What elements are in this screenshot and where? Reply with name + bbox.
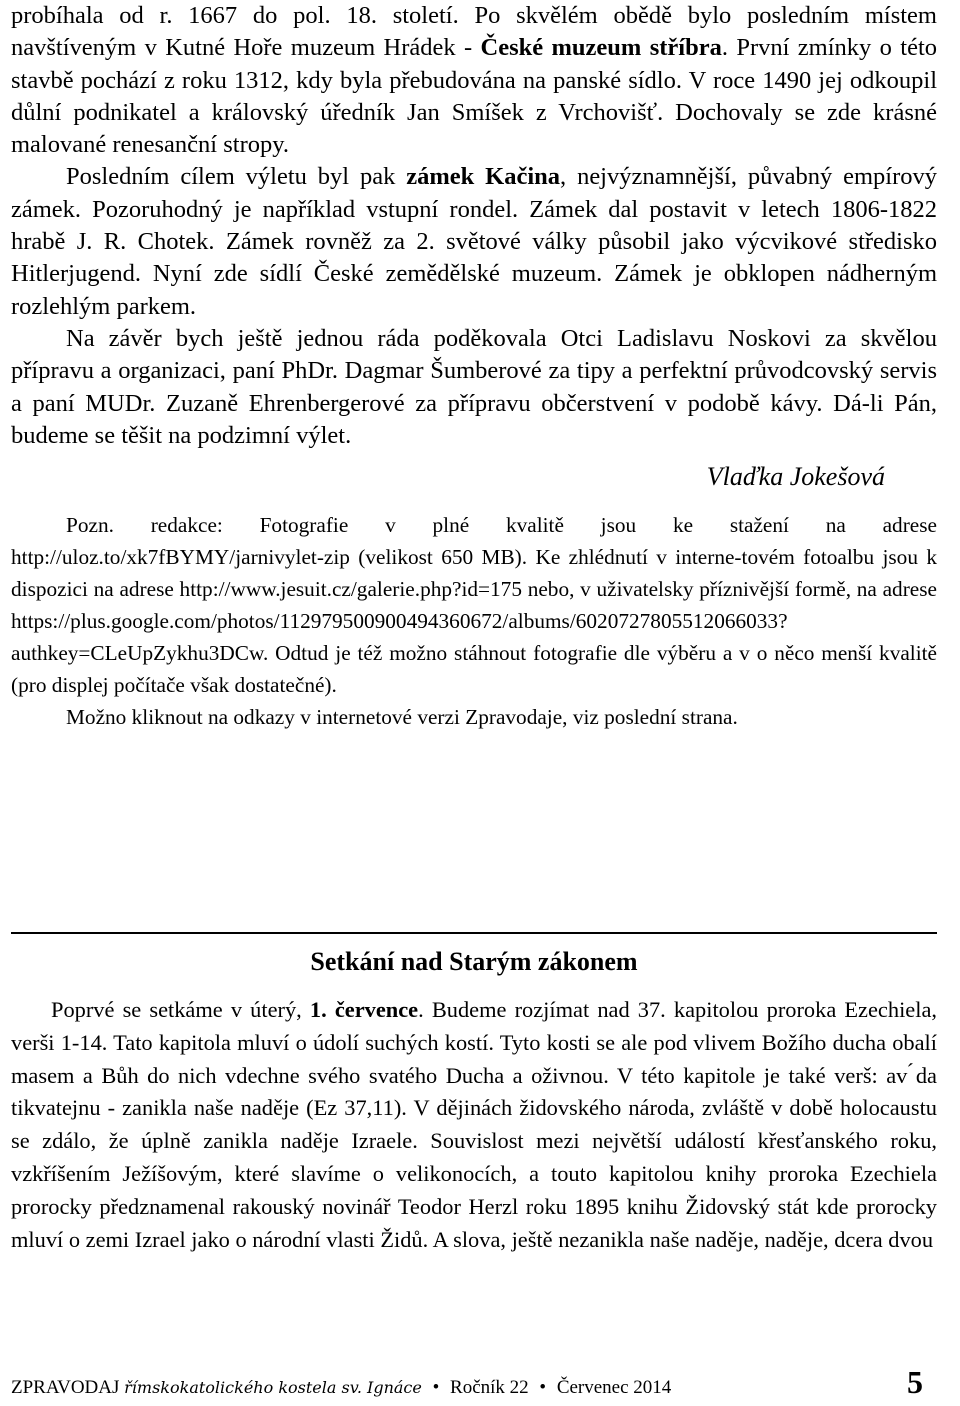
- museum-name: České muzeum stříbra: [480, 34, 722, 62]
- article-setkani: [11, 946, 937, 1256]
- article-heading: Setkání nad Starým zákonem: [310, 947, 638, 976]
- page-number: 5: [907, 1364, 923, 1400]
- magazine-name: ZPRAVODAJ: [11, 1377, 120, 1398]
- paragraph-setkani: [11, 994, 937, 1256]
- meeting-date: 1. července: [309, 997, 419, 1022]
- section-divider: [11, 932, 937, 934]
- parish-name: římskokatolického kostela sv. Ignáce: [124, 1378, 422, 1397]
- volume: Ročník 22: [450, 1377, 529, 1398]
- page-footer: [11, 1364, 937, 1406]
- page-body: [11, 0, 937, 733]
- editor-note: Pozn. redakce: Fotografie v plné kvalitě jsou ke stažení na adrese http://uloz.to/xk7fBYMY/jarnivylet-zip (velikost 650 MB). Ke zhlédnutí v interne-tovém fotoalbu jsou k dispozici na adrese http://www.jesuit.cz/galerie.php?id=175 nebo, v uživatelsky příznivější formě, na adrese https://plus.google.com/photos/112979500900494360672/albums/6020727805512066033?authkey=CLeUpZykhu3DCw. Odtud je též možno stáhnout fotografie dle výběru a v o něco menší kvalitě (pro displej počítače však dostatečné).: [11, 513, 937, 698]
- separator: •: [432, 1377, 440, 1398]
- issue-date: Červenec 2014: [556, 1377, 672, 1398]
- text: . První zmínky o této stavbě pochází z roku 1312, kdy byla přebudována na panské sídlo. V roce 1490 jej odkoupil důlní podnikatel a královský úředník Jan Smíšek z Vrchovišť. Dochovaly se zde krásné malované renesanční stropy.: [11, 34, 938, 159]
- author-signature: Vlaďka Jokešová: [706, 462, 885, 492]
- separator: •: [539, 1377, 547, 1398]
- paragraph-kacina: [11, 161, 937, 322]
- editor-note-links: Možno kliknout na odkazy v internetové verzi Zpravodaje, viz poslední strana.: [66, 705, 738, 730]
- text: probíhala od r. 1667 do pol. 18. století. Po skvělém obědě bylo posledním místem navštíveným v Kutné Hoře muzeum Hrádek -: [11, 2, 937, 62]
- text: Poprvé se setkáme v úterý,: [51, 997, 310, 1022]
- text: . Budeme rozjímat nad 37. kapitolou proroka Ezechiela, verši 1-14. Tato kapitola mluví o údolí suchých kostí. Tyto kosti se ale pod vlivem Božího ducha obalí masem a Bůh do nich vdechne svého svatého Ducha a oživnou. V této kapitole je také verš: av ́da tikvatejnu - zanikla naše naděje (Ez 37,11). V dějinách židovského národa, zvláště v době holocaustu se zdálo, že úplně zanikla naděje Izraele. Souvislost mezi největší událostí křesťanského roku, vzkříšením Ježíšovým, které slavíme o velikonocích, a touto kapitolou knihy proroka Ezechiela prorocky předznamenal rakouský novinář Teodor Herzl roku 1895 knihu Židovský stát kde prorocky mluví o zemi Izrael jako o národní vlasti Židů. A slova, ještě nezanikla naše naděje, naděje, dcera dvou: [11, 997, 937, 1252]
- paragraph-hradek: [11, 0, 937, 161]
- paragraph-thanks: Na závěr bych ještě jednou ráda poděkovala Otci Ladislavu Noskovi za skvělou přípravu a organizaci, paní PhDr. Dagmar Šumberové za tipy a perfektní průvodcovský servis a paní MUDr. Zuzaně Ehrenbergerové za přípravu občerstvení v podobě kávy. Dá-li Pán, budeme se těšit na podzimní výlet.: [11, 324, 937, 449]
- text: , nejvýznamnější, půvabný empírový zámek. Pozoruhodný je například vstupní rondel. Zámek dal postavit v letech 1806-1822 hrabě J. R. Chotek. Zámek rovněž za 2. světové války působil jako výcvikové středisko Hitlerjugend. Nyní zde sídlí České zemědělské muzeum. Zámek je obklopen nádherným rozlehlým parkem.: [11, 163, 937, 320]
- castle-name: zámek Kačina: [406, 163, 561, 191]
- text: Posledním cílem výletu byl pak: [66, 163, 407, 191]
